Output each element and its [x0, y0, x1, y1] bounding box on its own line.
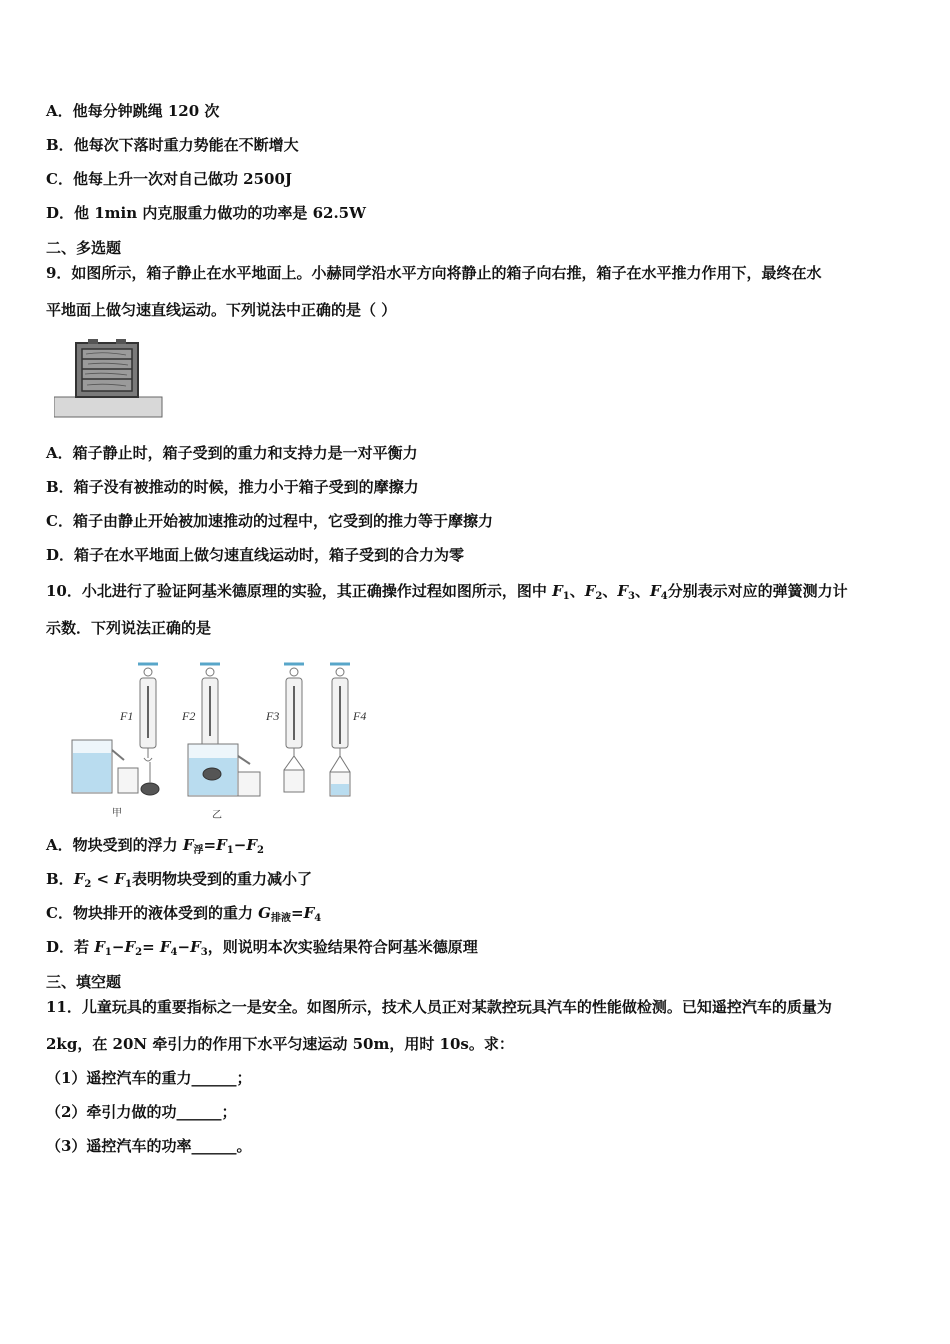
q10-option-b: B．$F_2 < F_1$表明物块受到的重力减小了: [46, 870, 312, 890]
q11-part3: （3）遥控汽车的功率______。: [46, 1137, 252, 1155]
q11-part1: （1）遥控汽车的重力______；: [46, 1069, 252, 1087]
q8-option-d: D．他 1min 内克服重力做功的功率是 62.5W: [46, 204, 366, 222]
fig-label-f3: F3: [266, 709, 280, 723]
q9-option-b: B．箱子没有被推动的时候，推力小于箱子受到的摩擦力: [46, 478, 419, 496]
q10-option-a: A．物块受到的浮力 $F_浮=F_1-F_2$: [46, 836, 264, 856]
q9-stem-line2: 平地面上做匀速直线运动。下列说法中正确的是（ ）: [46, 301, 397, 319]
q11-stem-line2: 2kg，在 20N 牵引力的作用下水平匀速运动 50m，用时 10s。求：: [46, 1035, 514, 1053]
q8-option-b: B．他每次下落时重力势能在不断增大: [46, 136, 299, 154]
section-fill-blank-heading: 三、填空题: [46, 973, 122, 991]
q10-stem-line1: 10．小北进行了验证阿基米德原理的实验，其正确操作过程如图所示，图中 $F_1$、$F_2$、$F_3$、$F_4$分别表示对应的弹簧测力计: [46, 582, 848, 602]
section-multiple-choice-heading: 二、多选题: [46, 239, 122, 257]
q8-option-a: A．他每分钟跳绳 120 次: [46, 102, 220, 120]
fig-label-f2: F2: [182, 709, 196, 723]
fig-label-yi: 乙: [212, 810, 222, 821]
fig-label-f4: F4: [353, 709, 367, 723]
q10-stem-line2: 示数．下列说法正确的是: [46, 619, 212, 637]
q8-option-c: C．他每上升一次对自己做功 2500J: [46, 170, 293, 188]
q9-option-c: C．箱子由静止开始被加速推动的过程中，它受到的推力等于摩擦力: [46, 512, 493, 530]
q9-option-d: D．箱子在水平地面上做匀速直线运动时，箱子受到的合力为零: [46, 546, 465, 564]
fig-label-jia: 甲: [112, 808, 122, 819]
q9-option-a: A．箱子静止时，箱子受到的重力和支持力是一对平衡力: [46, 444, 418, 462]
q10-option-d: D．若 $F_1-F_2= F_4-F_3$，则说明本次实验结果符合阿基米德原理: [46, 938, 478, 958]
box-on-floor-figure: [54, 335, 164, 420]
q9-stem-line1: 9．如图所示，箱子静止在水平地面上。小赫同学沿水平方向将静止的箱子向右推，箱子在水平推力作用下，最终在水: [46, 264, 822, 282]
archimedes-experiment-figure: [66, 658, 376, 823]
q11-part2: （2）牵引力做的功______；: [46, 1103, 237, 1121]
q10-option-c: C．物块排开的液体受到的重力 $G_{排液}=F_4$: [46, 904, 322, 924]
fig-label-f1: F1: [120, 709, 134, 723]
q11-stem-line1: 11．儿童玩具的重要指标之一是安全。如图所示，技术人员正对某款控玩具汽车的性能做检测。已知遥控汽车的质量为: [46, 998, 832, 1016]
